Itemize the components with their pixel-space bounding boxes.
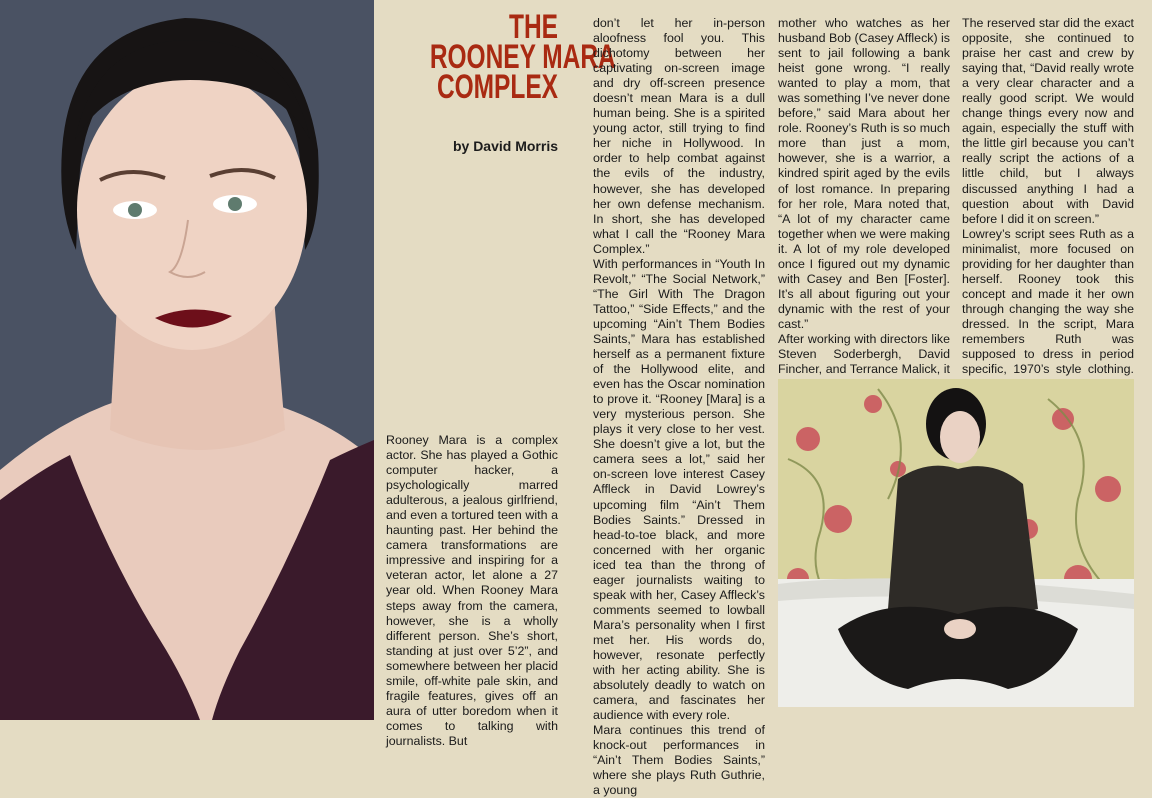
paragraph: Rooney Mara is a complex actor. She has played a Gothic computer hacker, a psychologically marred adulterous, a jealous girlfriend, and even a tortured teen with a haunting past. Her behind the camera transformations are impressive and inspiring for a veteran actor, let alone a 27 year old. When Rooney Mara steps away from the camera, however, she is a wholly different person. She’s short, standing at just over 5’2”, and somewhere between her placid smile, off-white pale skin, and fragile features, gives off an aura of utter boredom when it comes to talking with journalists. But: [386, 433, 558, 748]
paragraph: The reserved star did the exact opposite, she continued to praise her cast and crew by saying that, “David really wrote a very clear character and a really good script. We would change things every now and again, especially the stuff with the little girl because you can’t really script the actions of a little child, but I always discussed anything I had a question about with David before I did it on screen.”: [962, 16, 1134, 226]
paragraph: After working with directors like Steven Soderbergh, David Fincher, and Terrance Malick, it: [778, 331, 950, 377]
portrait-photo: [0, 0, 374, 720]
column-1: [386, 433, 558, 748]
portrait-illustration: [0, 0, 374, 720]
paragraph: don’t let her in-person aloofness fool you. This dichotomy between her captivating on-screen image and dry off-screen presence doesn’t mean Mara is a dull human being. She is a spirited young actor, still trying to find her niche in Hollywood. In order to help combat against the evils of the industry, however, she has developed her own defense mechanism. In short, she has developed what I call the “Rooney Mara Complex.”: [593, 16, 765, 256]
paragraph: Lowrey’s script sees Ruth as a minimalist, more focused on providing for her daughter than herself. Rooney took this concept and made it her own through changing the way she dressed. In the script, Mara remembers Ruth was supposed to dress in period specific, 1970’s style clothing.: [962, 226, 1134, 377]
title-line: COMPLEX: [436, 68, 558, 106]
title-line: ROONEY MARA: [429, 38, 616, 76]
bed-photo-illustration: [778, 379, 1134, 707]
column-3: [778, 16, 950, 378]
paragraph: Mara continues this trend of knock-out performances in “Ain’t Them Bodies Saints,” where she plays Ruth Guthrie, a young: [593, 723, 765, 798]
paragraph: mother who watches as her husband Bob (Casey Affleck) is sent to jail following a bank heist gone wrong. “I really wanted to play a mom, that was something I’ve never done before,” said Mara about her role. Rooney’s Ruth is so much more than just a mom, however, she is a warrior, a kindred spirit aged by the evils of lost romance. In preparing for her role, Mara noted that, “A lot of my character came together when we were making it. A lot of my role developed once I figured out my dynamic with Casey and Ben [Foster]. It’s all about figuring out your dynamic with the rest of your cast.”: [778, 16, 950, 331]
title-line: THE: [509, 8, 558, 46]
bed-photo: [778, 379, 1134, 707]
paragraph: With performances in “Youth In Revolt,” “The Social Network,” “The Girl With The Dragon Tattoo,” “Side Effects,” and the upcoming “Ain’t Them Bodies Saints,” Mara has established herself as a permanent fixture of the Hollywood elite, and even has the Oscar nomination to prove it. “Rooney [Mara] is a very mysterious person. She plays it very close to her vest. She doesn’t give a lot, but the camera sees a lot,” said her on-screen love interest Casey Affleck in David Lowrey’s upcoming film “Ain’t Them Bodies Saints.” Dressed in head-to-toe black, and more concerned with her organic iced tea than the throng of eager journalists waiting to speak with her, Casey Affleck’s comments seemed to lowball Mara’s personality when I first met her. His words do, however, resonate perfectly with her acting ability. She is absolutely deadly to watch on camera, and fascinates her audience with every role.: [593, 256, 765, 723]
article-title: [429, 8, 616, 106]
column-4: [962, 16, 1134, 378]
column-2: [593, 16, 765, 798]
byline: by David Morris: [452, 138, 558, 154]
